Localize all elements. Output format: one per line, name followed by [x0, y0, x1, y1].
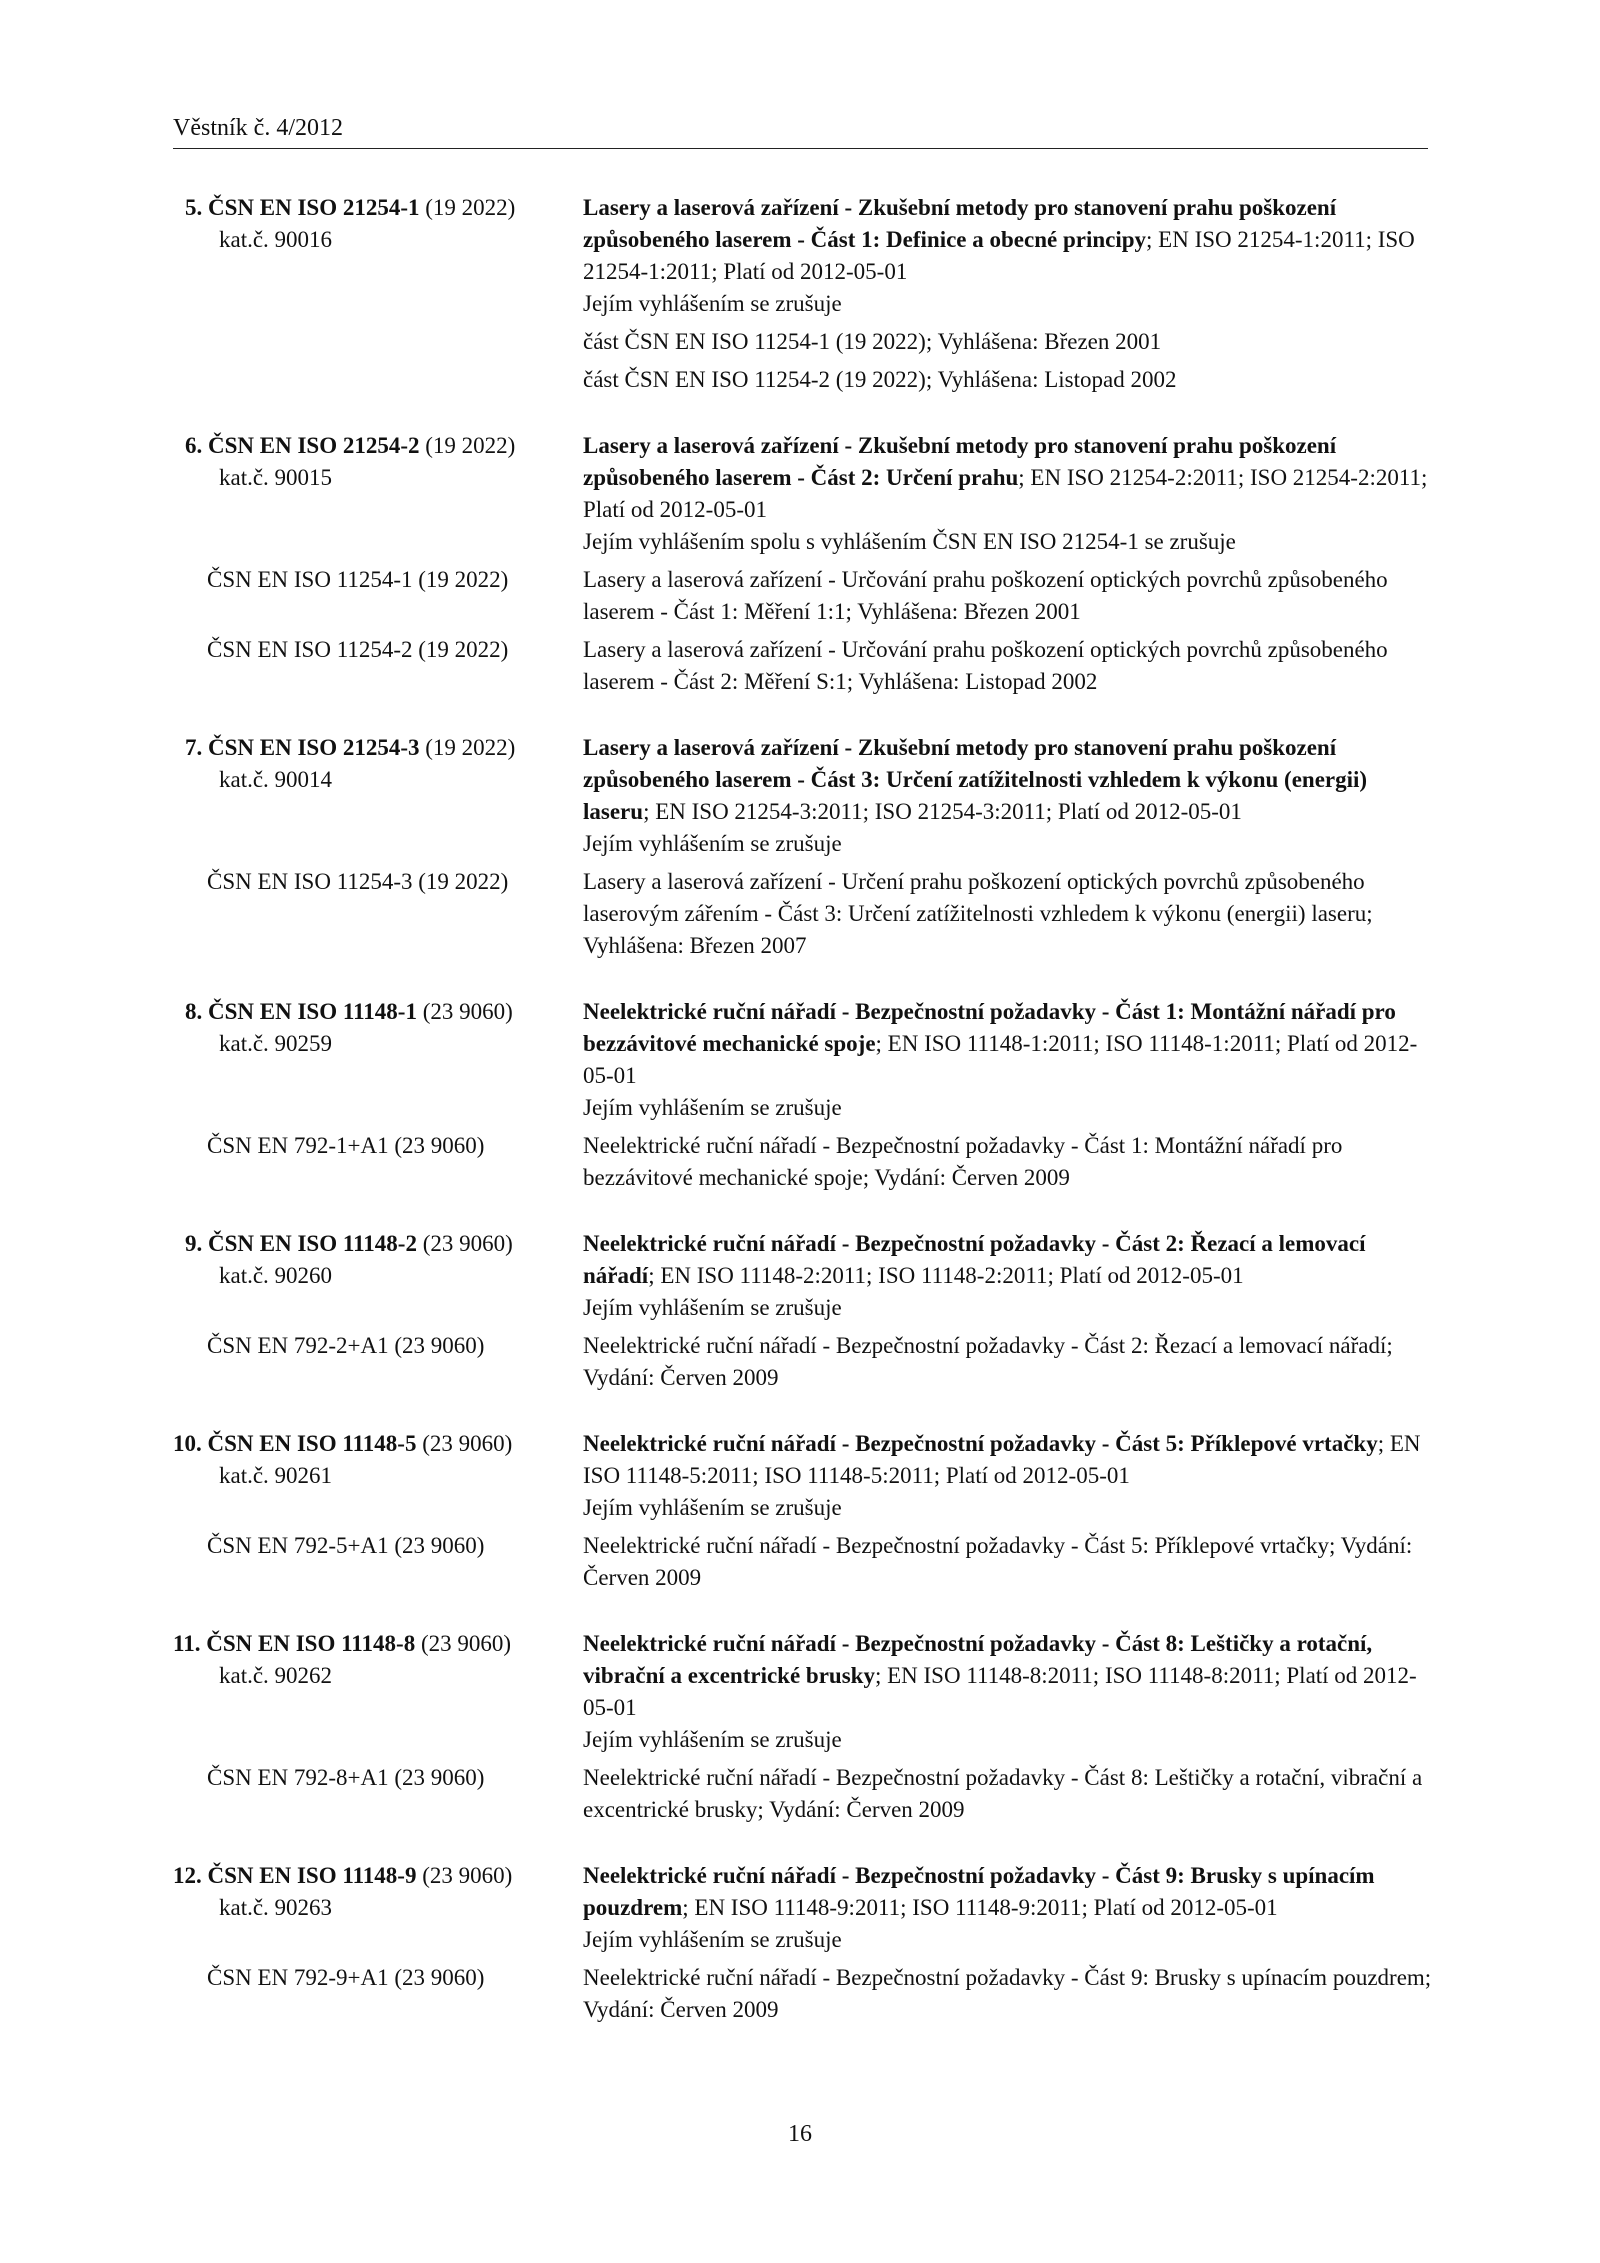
entry-cancel-note: Jejím vyhlášením se zrušuje [583, 1095, 842, 1120]
entry-cancel-note: Jejím vyhlášením se zrušuje [583, 831, 842, 856]
entry-classification: (23 9060) [415, 1631, 512, 1656]
journal-title: Věstník č. 4/2012 [173, 115, 343, 141]
entry-code: ČSN EN ISO 21254-1 [208, 195, 420, 220]
standard-entry [173, 732, 1433, 962]
entry-number: 9. [185, 1231, 203, 1256]
entry-catalog-number: kat.č. 90262 [219, 1663, 333, 1688]
entry-title-details: ; EN ISO 11148-1:2011; ISO 11148-1:2011; Platí od 2012-05-01 [583, 1031, 1418, 1088]
entry-title [583, 1228, 1433, 1292]
entry-title-details: ; EN ISO 21254-2:2011; ISO 21254-2:2011; Platí od 2012-05-01 [583, 465, 1428, 522]
entry-code: ČSN EN ISO 11148-8 [206, 1631, 416, 1656]
replaced-standard-code: ČSN EN 792-5+A1 (23 9060) [207, 1533, 485, 1558]
replaced-standard-description: Lasery a laserová zařízení - Určování prahu poškození optických povrchů způsobeného laserem - Část 1: Měření 1:1; Vyhlášena: Březen 2001 [583, 567, 1388, 624]
entry-number: 7. [185, 735, 203, 760]
entry-title-bold: Lasery a laserová zařízení - Zkušební metody pro stanovení prahu poškození způsobeného laserem - Část 2: Určení prahu [583, 433, 1337, 490]
entry-description [583, 1628, 1433, 1756]
entry-classification: (23 9060) [416, 1863, 513, 1888]
entry-identifier [173, 1860, 583, 1956]
replaced-standard-description: Neelektrické ruční nářadí - Bezpečnostní požadavky - Část 8: Leštičky a rotační, vibrační a excentrické brusky; Vydání: Červen 2009 [583, 1765, 1423, 1822]
entry-catalog-number: kat.č. 90263 [219, 1895, 333, 1920]
entry-classification: (23 9060) [416, 1231, 513, 1256]
entry-code: ČSN EN ISO 11148-5 [207, 1431, 417, 1456]
replaced-standard-row [173, 1130, 1433, 1194]
entry-classification: (19 2022) [419, 195, 516, 220]
entry-title-details: ; EN ISO 11148-5:2011; ISO 11148-5:2011; Platí od 2012-05-01 [583, 1431, 1421, 1488]
entry-classification: (19 2022) [419, 735, 516, 760]
entry-cancel-note: Jejím vyhlášením se zrušuje [583, 1295, 842, 1320]
entry-cancel-note: Jejím vyhlášením se zrušuje [583, 1495, 842, 1520]
entry-title-bold: Neelektrické ruční nářadí - Bezpečnostní požadavky - Část 9: Brusky s upínacím pouzdrem [583, 1863, 1375, 1920]
entry-catalog-number: kat.č. 90259 [219, 1031, 333, 1056]
entry-title-details: ; EN ISO 11148-2:2011; ISO 11148-2:2011; Platí od 2012-05-01 [648, 1263, 1244, 1288]
page-number: 16 [788, 2121, 812, 2147]
entry-cancel-note: Jejím vyhlášením se zrušuje [583, 291, 842, 316]
entry-classification: (19 2022) [419, 433, 516, 458]
replaced-standard-row [173, 564, 1433, 628]
entry-title-details: ; EN ISO 21254-1:2011; ISO 21254-1:2011; Platí od 2012-05-01 [583, 227, 1415, 284]
entry-cancel-note: Jejím vyhlášením se zrušuje [583, 1727, 842, 1752]
standard-entry [173, 1228, 1433, 1394]
entry-title-bold: Neelektrické ruční nářadí - Bezpečnostní požadavky - Část 1: Montážní nářadí pro bezzávitové mechanické spoje [583, 999, 1396, 1056]
entry-code-line [185, 192, 583, 224]
entry-identifier [173, 732, 583, 860]
standard-entry [173, 192, 1433, 396]
entry-code: ČSN EN ISO 21254-3 [208, 735, 420, 760]
replaced-standard-row [173, 364, 1433, 396]
replaced-standard-description: Neelektrické ruční nářadí - Bezpečnostní požadavky - Část 5: Příklepové vrtačky; Vydání: Červen 2009 [583, 1533, 1413, 1590]
entry-identifier [173, 1428, 583, 1524]
entry-code: ČSN EN ISO 11148-1 [208, 999, 417, 1024]
entry-title [583, 996, 1433, 1092]
entry-main-row [173, 430, 1433, 558]
entry-title-bold: Neelektrické ruční nářadí - Bezpečnostní požadavky - Část 2: Řezací a lemovací nářadí [583, 1231, 1366, 1288]
entry-number: 11. [173, 1631, 201, 1656]
entry-code-line [173, 1860, 583, 1892]
entry-number: 10. [173, 1431, 202, 1456]
replaced-standard-description: Lasery a laserová zařízení - Určení prahu poškození optických povrchů způsobeného laserovým zářením - Část 3: Určení zatížitelnosti vzhledem k výkonu (energii) laseru; Vyhlášena: Březen 2007 [583, 869, 1373, 958]
entry-identifier [173, 1628, 583, 1756]
entry-description [583, 996, 1433, 1124]
replaced-standard-row [173, 1762, 1433, 1826]
entry-title-details: ; EN ISO 11148-8:2011; ISO 11148-8:2011; Platí od 2012-05-01 [583, 1663, 1417, 1720]
entry-identifier [173, 996, 583, 1124]
standards-list [173, 192, 1433, 2060]
entry-code-line [185, 732, 583, 764]
entry-number: 12. [173, 1863, 202, 1888]
entry-number: 6. [185, 433, 203, 458]
replaced-standard-description: Neelektrické ruční nářadí - Bezpečnostní požadavky - Část 9: Brusky s upínacím pouzdrem; Vydání: Červen 2009 [583, 1965, 1432, 2022]
replaced-standard-description: Neelektrické ruční nářadí - Bezpečnostní požadavky - Část 2: Řezací a lemovací nářadí; Vydání: Červen 2009 [583, 1333, 1393, 1390]
entry-code: ČSN EN ISO 11148-2 [208, 1231, 417, 1256]
replaced-standard-code: ČSN EN 792-2+A1 (23 9060) [207, 1333, 485, 1358]
standard-entry [173, 1428, 1433, 1594]
entry-code-line [185, 1228, 583, 1260]
entry-description [583, 732, 1433, 860]
entry-title-bold: Lasery a laserová zařízení - Zkušební metody pro stanovení prahu poškození způsobeného laserem - Část 3: Určení zatížitelnosti vzhledem k výkonu (energii) laseru [583, 735, 1368, 824]
entry-code-line [173, 1628, 583, 1660]
entry-description [583, 430, 1433, 558]
entry-identifier [173, 192, 583, 320]
replaced-standard-code [173, 326, 583, 358]
entry-title-bold: Lasery a laserová zařízení - Zkušební metody pro stanovení prahu poškození způsobeného laserem - Část 1: Definice a obecné principy [583, 195, 1337, 252]
entry-number: 8. [185, 999, 203, 1024]
replaced-standard-description: Lasery a laserová zařízení - Určování prahu poškození optických povrchů způsobeného laserem - Část 2: Měření S:1; Vyhlášena: Listopad 2002 [583, 637, 1388, 694]
standard-entry [173, 1628, 1433, 1826]
entry-code: ČSN EN ISO 11148-9 [207, 1863, 417, 1888]
entry-catalog-number: kat.č. 90015 [219, 465, 333, 490]
entry-title [583, 430, 1433, 526]
entry-classification: (23 9060) [416, 999, 513, 1024]
entry-code-line [185, 430, 583, 462]
entry-number: 5. [185, 195, 203, 220]
replaced-standard-code: ČSN EN 792-1+A1 (23 9060) [207, 1133, 485, 1158]
entry-cancel-note: Jejím vyhlášením spolu s vyhlášením ČSN EN ISO 21254-1 se zrušuje [583, 529, 1236, 554]
entry-main-row [173, 1228, 1433, 1324]
replaced-standard-row [173, 1330, 1433, 1394]
entry-description [583, 1860, 1433, 1956]
replaced-standard-code: ČSN EN ISO 11254-3 (19 2022) [207, 869, 509, 894]
entry-title [583, 1860, 1433, 1924]
entry-description [583, 1428, 1433, 1524]
entry-main-row [173, 192, 1433, 320]
replaced-standard-description: Neelektrické ruční nářadí - Bezpečnostní požadavky - Část 1: Montážní nářadí pro bezzávitové mechanické spoje; Vydání: Červen 2009 [583, 1133, 1343, 1190]
entry-catalog-number: kat.č. 90014 [219, 767, 333, 792]
entry-identifier [173, 1228, 583, 1324]
entry-title-bold: Neelektrické ruční nářadí - Bezpečnostní požadavky - Část 5: Příklepové vrtačky [583, 1431, 1378, 1456]
replaced-standard-code: ČSN EN ISO 11254-1 (19 2022) [207, 567, 509, 592]
entry-classification: (23 9060) [416, 1431, 513, 1456]
page-header [173, 112, 1428, 149]
entry-code: ČSN EN ISO 21254-2 [208, 433, 420, 458]
entry-title [583, 192, 1433, 288]
entry-cancel-note: Jejím vyhlášením se zrušuje [583, 1927, 842, 1952]
entry-title-details: ; EN ISO 11148-9:2011; ISO 11148-9:2011; Platí od 2012-05-01 [682, 1895, 1278, 1920]
entry-code-line [173, 1428, 583, 1460]
standard-entry [173, 996, 1433, 1194]
entry-description [583, 1228, 1433, 1324]
entry-main-row [173, 1428, 1433, 1524]
replaced-standard-code [173, 364, 583, 396]
replaced-standard-description: část ČSN EN ISO 11254-2 (19 2022); Vyhlášena: Listopad 2002 [583, 367, 1177, 392]
entry-title [583, 1428, 1433, 1492]
entry-catalog-number: kat.č. 90016 [219, 227, 333, 252]
replaced-standard-row [173, 866, 1433, 962]
entry-title-bold: Neelektrické ruční nářadí - Bezpečnostní požadavky - Část 8: Leštičky a rotační, vibrační a excentrické brusky [583, 1631, 1373, 1688]
replaced-standard-row [173, 1530, 1433, 1594]
replaced-standard-description: část ČSN EN ISO 11254-1 (19 2022); Vyhlášena: Březen 2001 [583, 329, 1162, 354]
standard-entry [173, 430, 1433, 698]
entry-title [583, 1628, 1433, 1724]
entry-identifier [173, 430, 583, 558]
entry-catalog-number: kat.č. 90260 [219, 1263, 333, 1288]
standard-entry [173, 1860, 1433, 2026]
entry-main-row [173, 732, 1433, 860]
entry-title [583, 732, 1433, 828]
entry-title-details: ; EN ISO 21254-3:2011; ISO 21254-3:2011; Platí od 2012-05-01 [643, 799, 1242, 824]
entry-main-row [173, 1628, 1433, 1756]
replaced-standard-row [173, 1962, 1433, 2026]
entry-catalog-number: kat.č. 90261 [219, 1463, 333, 1488]
entry-code-line [185, 996, 583, 1028]
replaced-standard-code: ČSN EN 792-8+A1 (23 9060) [207, 1765, 485, 1790]
replaced-standard-row [173, 634, 1433, 698]
replaced-standard-code: ČSN EN ISO 11254-2 (19 2022) [207, 637, 509, 662]
replaced-standard-code: ČSN EN 792-9+A1 (23 9060) [207, 1965, 485, 1990]
entry-main-row [173, 996, 1433, 1124]
replaced-standard-row [173, 326, 1433, 358]
entry-description [583, 192, 1433, 320]
entry-main-row [173, 1860, 1433, 1956]
